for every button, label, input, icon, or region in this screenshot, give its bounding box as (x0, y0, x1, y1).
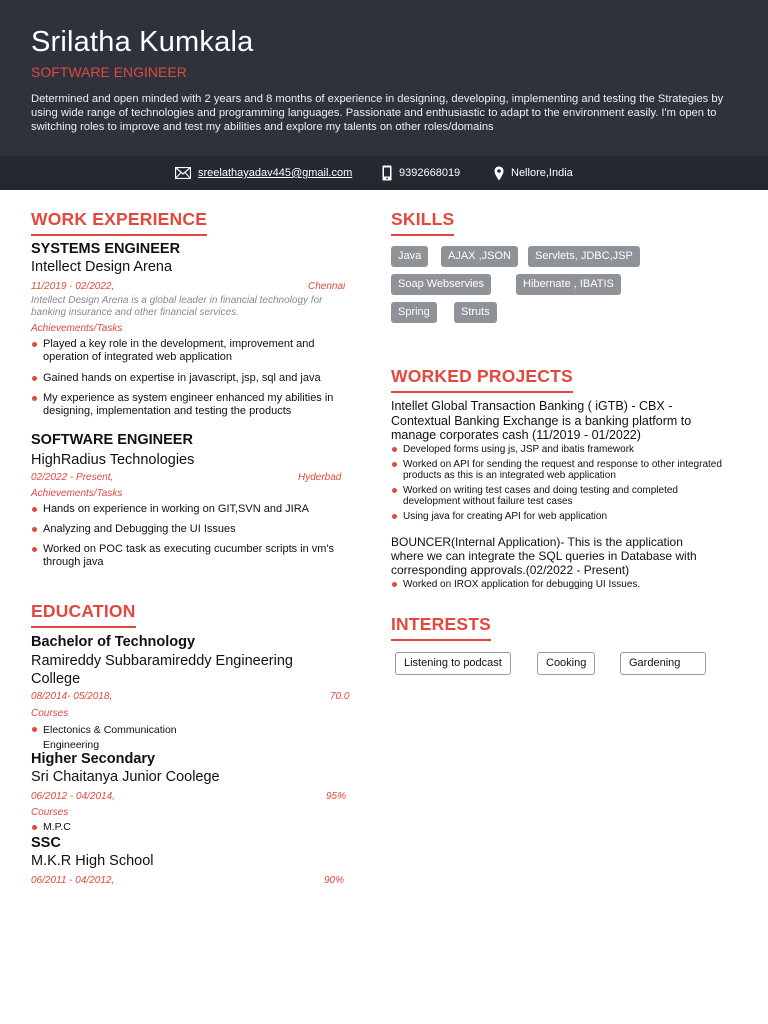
school-name: Ramireddy Subbaramireddy Engineering College (31, 653, 293, 687)
list-item: Worked on POC task as executing cucumber scripts in vm's through java (31, 543, 351, 569)
contact-location (494, 156, 573, 190)
list-item: Worked on writing test cases and doing testing and completed development without failure test cases (391, 485, 736, 508)
list-item: Worked on API for sending the request and response to other integrated products as this is an integrated web application (391, 459, 736, 482)
degree-title: SSC (31, 835, 61, 851)
skill-tag: Soap Webservies (391, 274, 491, 295)
education-score: 70.0 (330, 691, 350, 702)
interest-tag: Cooking (537, 652, 595, 675)
resume-header (0, 0, 768, 156)
company-name: Intellect Design Arena (31, 259, 173, 275)
education-dates: 06/2011 - 04/2012, (31, 875, 115, 886)
courses-label: Courses (31, 807, 69, 818)
contact-email (175, 156, 352, 190)
courses-label: Courses (31, 708, 69, 719)
courses-list (31, 821, 221, 834)
location-pin-icon (494, 166, 504, 181)
job-location: Chennai (308, 281, 346, 292)
list-item: Hands on experience in working on GIT,SVN and JIRA (31, 503, 351, 516)
project-tasks-list (391, 444, 736, 522)
phone-icon (382, 165, 392, 181)
project-title: BOUNCER(Internal Application)- This is the application where we can integrate the SQL queries in Database with corresponding approvals.(02/2022 - Present) (391, 535, 697, 577)
list-item: Gained hands on expertise in javascript, jsp, sql and java (31, 372, 351, 385)
company-name: HighRadius Technologies (31, 452, 195, 468)
contact-phone (382, 156, 460, 190)
list-item: M.P.C (31, 821, 221, 834)
company-description: Intellect Design Arena is a global leader in financial technology for banking insurance and other financial services. (31, 295, 323, 318)
contact-bar (0, 156, 768, 190)
courses-list (31, 723, 221, 753)
job-dates: 02/2022 - Present, (31, 472, 114, 483)
skill-tag: Java (391, 246, 428, 267)
job-title: SYSTEMS ENGINEER (31, 241, 181, 257)
achievements-list (31, 503, 351, 569)
candidate-name: Srilatha Kumkala (31, 26, 254, 58)
education-score: 90% (324, 875, 345, 886)
project-title: Intellet Global Transaction Banking ( iGTB) - CBX - Contextual Banking Exchange is a banking platform to manage corporates cash (11/2019 - 01/2022) (391, 399, 692, 442)
degree-title: Bachelor of Technology (31, 634, 196, 650)
envelope-icon (175, 167, 191, 179)
list-item: My experience as system engineer enhanced my abilities in designing, implementation and testing the products (31, 392, 351, 418)
work-experience-heading: WORK EXPERIENCE (31, 209, 207, 236)
list-item: Worked on IROX application for debugging UI Issues. (391, 579, 736, 591)
skills-heading: SKILLS (391, 209, 454, 236)
email-link[interactable]: sreelathayadav445@gmail.com (198, 167, 353, 179)
interests-heading: INTERESTS (391, 614, 491, 641)
projects-heading: WORKED PROJECTS (391, 366, 573, 393)
phone-number: 9392668019 (399, 167, 461, 179)
school-name: Sri Chaitanya Junior Coolege (31, 769, 220, 785)
location-text: Nellore,India (511, 167, 573, 179)
degree-title: Higher Secondary (31, 751, 156, 767)
skill-tag: AJAX ,JSON (441, 246, 518, 267)
project-tasks-list (391, 579, 736, 591)
achievements-label: Achievements/Tasks (31, 488, 123, 499)
education-dates: 08/2014- 05/2018, (31, 691, 113, 702)
skill-tag: Struts (454, 302, 497, 323)
achievements-list (31, 338, 351, 418)
skill-tag: Servlets, JDBC,JSP (528, 246, 640, 267)
list-item: Analyzing and Debugging the UI Issues (31, 523, 351, 536)
skill-tag: Hibernate , IBATIS (516, 274, 621, 295)
job-dates: 11/2019 - 02/2022, (31, 281, 115, 292)
skill-tag: Spring (391, 302, 437, 323)
list-item: Played a key role in the development, improvement and operation of integrated web application (31, 338, 351, 364)
job-title: SOFTWARE ENGINEER (31, 432, 193, 448)
school-name: M.K.R High School (31, 853, 154, 869)
candidate-role: SOFTWARE ENGINEER (31, 64, 187, 80)
profile-summary: Determined and open minded with 2 years and 8 months of experience in designing, developing, implementing and testing the Strategies by using wide range of technologies and programming languages. Passionate and enthusiastic to adapt to the environment easily. I'm open to switching roles to improve and test my abilities and explore my talents on other roles/domains (31, 93, 724, 133)
achievements-label: Achievements/Tasks (31, 323, 123, 334)
interest-tag: Gardening (620, 652, 706, 675)
list-item: Developed forms using js, JSP and ibatis framework (391, 444, 736, 456)
education-heading: EDUCATION (31, 601, 136, 628)
list-item: Using java for creating API for web application (391, 511, 736, 523)
education-score: 95% (326, 791, 347, 802)
education-dates: 06/2012 - 04/2014, (31, 791, 115, 802)
list-item: Electonics & Communication Engineering (31, 723, 221, 753)
job-location: Hyderbad (298, 472, 342, 483)
interest-tag: Listening to podcast (395, 652, 511, 675)
